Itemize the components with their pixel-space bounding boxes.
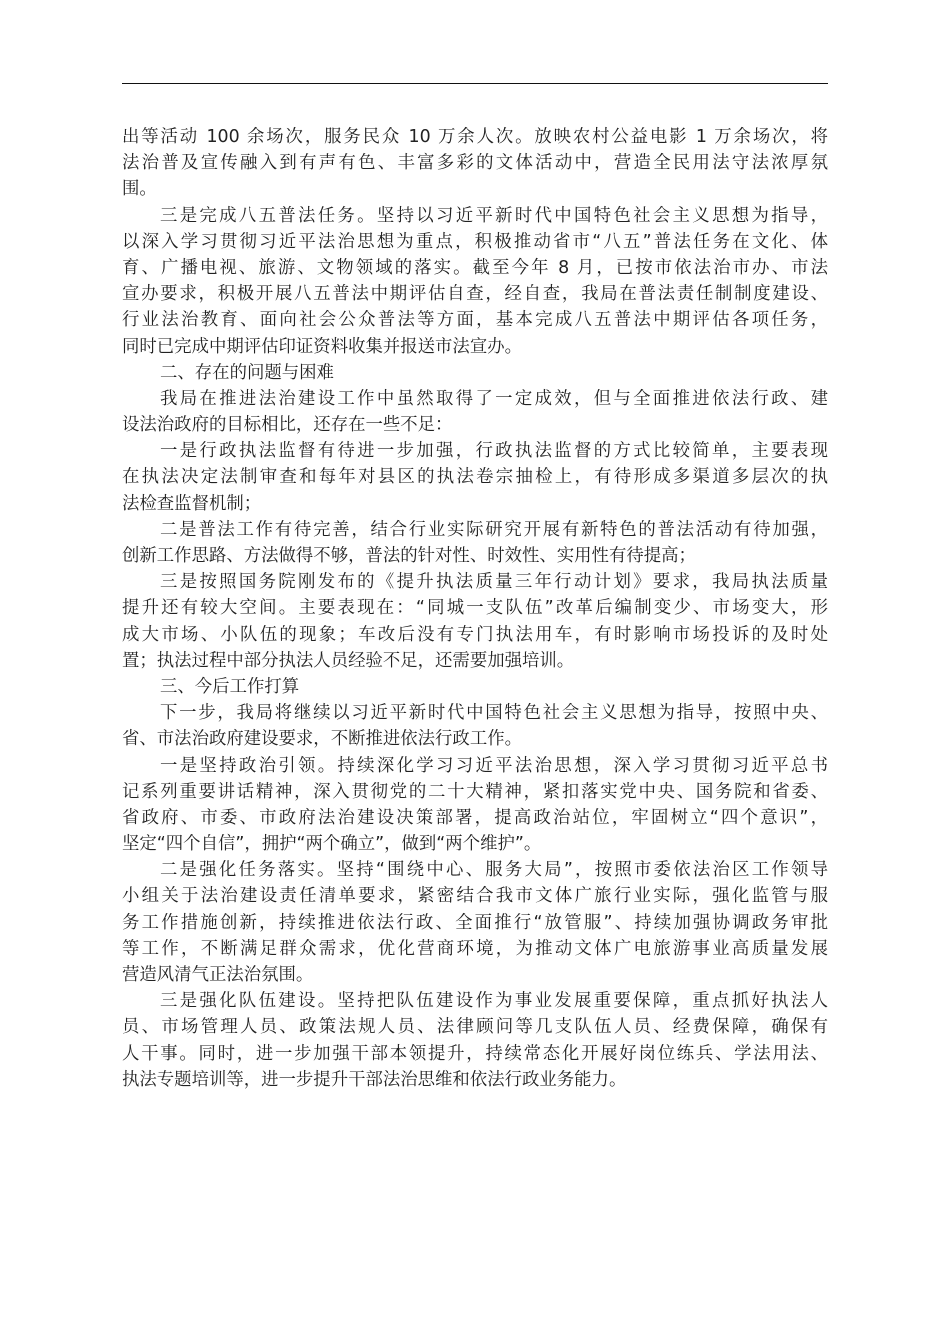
text-line: 育、广播电视、旅游、文物领域的落实。截至今年 8 月，已按市依法治市办、市法 [122, 257, 828, 278]
text-line: 一是行政执法监督有待进一步加强，行政执法监督的方式比较简单，主要表现 [160, 441, 828, 462]
text-line: 人干事。同时，进一步加强干部本领提升，持续常态化开展好岗位练兵、学法用法、 [122, 1043, 828, 1064]
text-line: 法检查监督机制； [122, 493, 262, 514]
text-line: 在执法决定法制审查和每年对县区的执法卷宗抽检上，有待形成多渠道多层次的执 [122, 467, 828, 488]
text-line: 三是完成八五普法任务。坚持以习近平新时代中国特色社会主义思想为指导， [160, 205, 828, 226]
text-line: 等工作，不断满足群众需求，优化营商环境，为推动文体广电旅游事业高质量发展 [122, 938, 828, 959]
text-line: 二是普法工作有待完善，结合行业实际研究开展有新特色的普法活动有待加强， [160, 519, 828, 540]
text-line: 务工作措施创新，持续推进依法行政、全面推行“放管服”、持续加强协调政务审批 [122, 912, 828, 933]
text-line: 宣办要求，积极开展八五普法中期评估自查，经自查，我局在普法责任制制度建设、 [122, 284, 828, 305]
text-line: 坚定“四个自信”，拥护“两个确立”，做到“两个维护”。 [122, 834, 542, 855]
text-line: 三是强化队伍建设。坚持把队伍建设作为事业发展重要保障，重点抓好执法人 [160, 991, 828, 1012]
text-line: 三是按照国务院刚发布的《提升执法质量三年行动计划》要求，我局执法质量 [160, 572, 828, 593]
text-line: 我局在推进法治建设工作中虽然取得了一定成效，但与全面推进依法行政、建 [160, 388, 828, 409]
text-line: 同时已完成中期评估印证资料收集并报送市法宣办。 [122, 336, 522, 357]
text-line: 创新工作思路、方法做得不够，普法的针对性、时效性、实用性有待提高； [122, 546, 696, 566]
text-line: 记系列重要讲话精神，深入贯彻党的二十大精神，紧扣落实党中央、国务院和省委、 [122, 781, 828, 802]
document-body [122, 124, 828, 1093]
text-line: 下一步，我局将继续以习近平新时代中国特色社会主义思想为指导，按照中央、 [160, 703, 828, 724]
text-line: 成大市场、小队伍的现象；车改后没有专门执法用车，有时影响市场投诉的及时处 [122, 624, 828, 645]
text-line: 一是坚持政治引领。持续深化学习习近平法治思想，深入学习贯彻习近平总书 [160, 755, 828, 776]
text-line: 二是强化任务落实。坚持“围绕中心、服务大局”，按照市委依法治区工作领导 [160, 860, 828, 881]
text-line: 置；执法过程中部分执法人员经验不足，还需要加强培训。 [122, 650, 575, 671]
text-line: 营造风清气正法治氛围。 [122, 965, 314, 985]
text-line: 出等活动 100 余场次，服务民众 10 万余人次。放映农村公益电影 1 万余场次，将 [122, 127, 828, 147]
text-line: 以深入学习贯彻习近平法治思想为重点，积极推动省市“八五”普法任务在文化、体 [122, 231, 828, 252]
text-line: 法治普及宣传融入到有声有色、丰富多彩的文体活动中，营造全民用法守法浓厚氛 [122, 153, 828, 174]
text-line: 二、存在的问题与困难 [160, 362, 334, 383]
text-line: 省政府、市委、市政府法治建设决策部署，提高政治站位，牢固树立“四个意识”， [122, 807, 828, 828]
text-line: 围。 [122, 179, 157, 200]
text-line: 执法专题培训等，进一步提升干部法治思维和依法行政业务能力。 [122, 1069, 627, 1090]
text-line: 设法治政府的目标相比，还存在一些不足： [122, 415, 453, 436]
text-line: 员、市场管理人员、政策法规人员、法律顾问等几支队伍人员、经费保障，确保有 [122, 1017, 828, 1038]
header-rule [122, 83, 828, 84]
text-line: 小组关于法治建设责任清单要求，紧密结合我市文体广旅行业实际，强化监管与服 [122, 886, 828, 907]
text-line: 提升还有较大空间。主要表现在：“同城一支队伍”改革后编制变少、市场变大，形 [122, 598, 828, 619]
text-line: 行业法治教育、面向社会公众普法等方面，基本完成八五普法中期评估各项任务， [122, 310, 828, 331]
text-line: 三、今后工作打算 [160, 676, 300, 697]
text-line: 省、市法治政府建设要求，不断推进依法行政工作。 [122, 729, 522, 750]
